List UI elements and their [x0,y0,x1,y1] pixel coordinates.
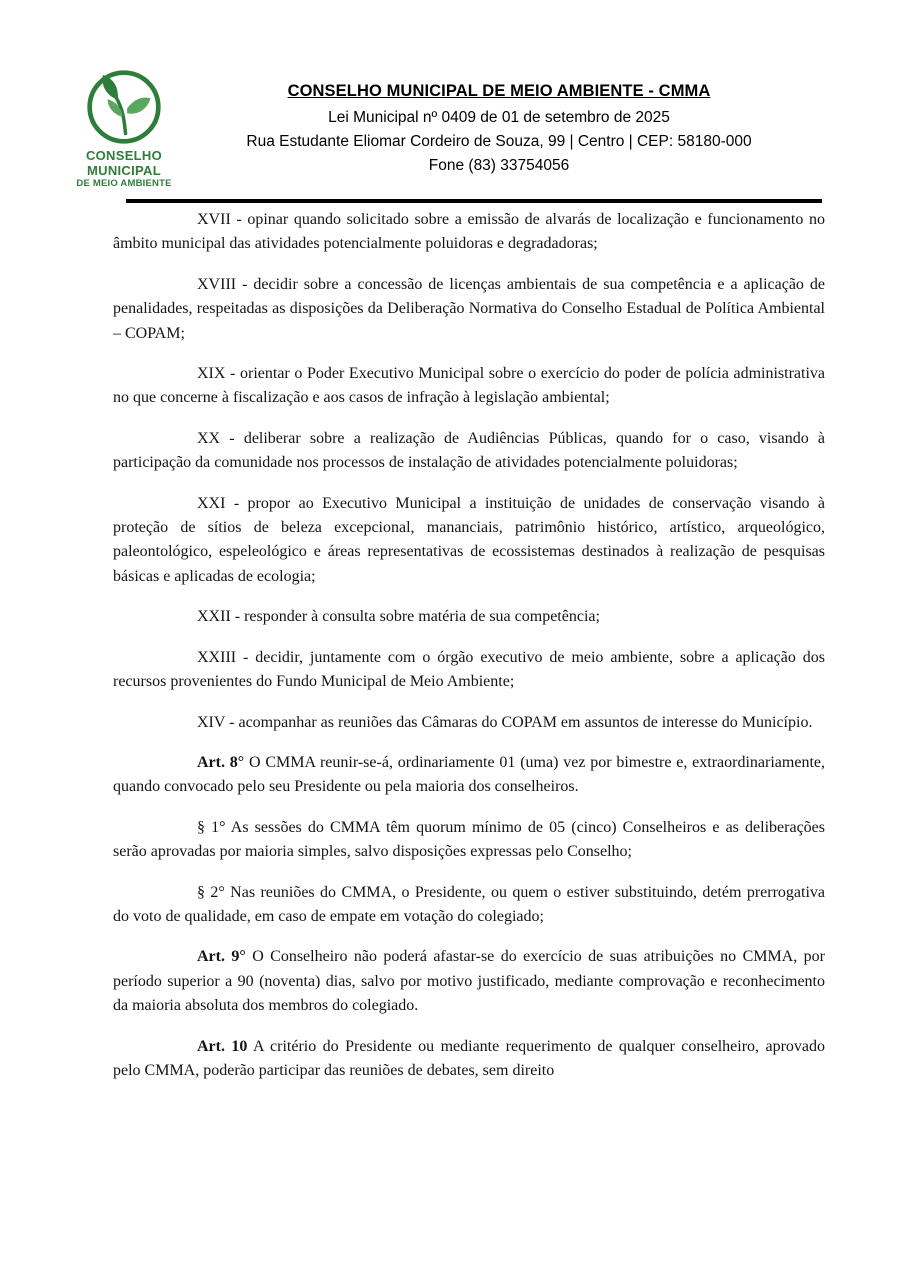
paragraph-text: A critério do Presidente ou mediante requerimento de qualquer conselheiro, aprovado pelo CMMA, poderão participar das reuniões de debates, sem direito [113,1037,826,1079]
paragraph [113,711,825,735]
paragraph [113,362,825,411]
paragraph-text: XVIII - decidir sobre a concessão de licenças ambientais de sua competência e a aplicação de penalidades, respeitadas as disposições da Deliberação Normativa do Conselho Estadual de Política Ambiental – COPAM; [113,275,825,342]
paragraph-text: XIV - acompanhar as reuniões das Câmaras do COPAM em assuntos de interesse do Município. [197,713,813,731]
paragraph-text: XXIII - decidir, juntamente com o órgão executivo de meio ambiente, sobre a aplicação dos recursos provenientes do Fundo Municipal de Meio Ambiente; [113,648,825,691]
paragraph-text: XXI - propor ao Executivo Municipal a instituição de unidades de conservação visando à proteção de sítios de beleza excepcional, mananciais, patrimônio histórico, artístico, arqueológico, paleontológico, espeleológico e áreas representativas de ecossistemas destinados à realização de pesquisas básicas e aplicadas de ecologia; [113,494,825,585]
paragraph [113,492,825,590]
paragraph [113,945,825,1018]
document-body [113,208,825,1099]
paragraph-lead: Art. 9° [197,948,246,966]
paragraph [113,881,825,930]
header-phone-line: Fone (83) 33754056 [428,157,570,174]
paragraph [113,751,825,800]
document-header [172,82,826,178]
paragraph [113,816,825,865]
paragraph-lead: Art. 10 [197,1037,248,1055]
logo-line-1: CONSELHO [85,148,163,163]
header-divider [126,199,822,203]
paragraph [113,427,825,476]
paragraph-text: XVII - opinar quando solicitado sobre a emissão de alvarás de localização e funcionamento no âmbito municipal das atividades potencialmente poluidoras e degradadoras; [113,211,825,253]
document-title: CONSELHO MUNICIPAL DE MEIO AMBIENTE - CMMA [287,82,711,100]
paragraph [113,1035,825,1084]
logo-text [70,148,178,190]
paragraph [113,273,825,346]
logo-line-3: DE MEIO AMBIENTE [76,178,172,189]
paragraph-text: § 1° As sessões do CMMA têm quorum mínimo de 05 (cinco) Conselheiros e as deliberações serão aprovadas por maioria simples, salvo disposições expressas pelo Conselho; [113,818,825,861]
header-law-line: Lei Municipal nº 0409 de 01 de setembro de 2025 [328,109,670,126]
paragraph-text: O CMMA reunir-se-á, ordinariamente 01 (uma) vez por bimestre e, extraordinariamente, quando convocado pelo seu Presidente ou pela maioria dos conselheiros. [113,753,825,796]
paragraph-text: § 2° Nas reuniões do CMMA, o Presidente, ou quem o estiver substituindo, detém prerrogativa do voto de qualidade, em caso de empate em votação do colegiado; [113,883,825,925]
paragraph-text: XX - deliberar sobre a realização de Audiências Públicas, quando for o caso, visando à participação da comunidade nos processos de instalação de atividades potencialmente poluidoras; [113,429,825,472]
leaf-logo-icon [85,68,163,146]
paragraph-lead: Art. 8° [197,753,245,771]
header-address-line: Rua Estudante Eliomar Cordeiro de Souza, 99 | Centro | CEP: 58180-000 [246,133,752,150]
logo [70,68,178,190]
paragraph-text: XIX - orientar o Poder Executivo Municipal sobre o exercício do poder de polícia administrativa no que concerne à fiscalização e aos casos de infração à legislação ambiental; [113,365,825,407]
paragraph [113,208,825,257]
paragraph-text: O Conselheiro não poderá afastar-se do exercício de suas atribuições no CMMA, por período superior a 90 (noventa) dias, salvo por motivo justificado, mediante comprovação e reconhecimento da maioria absoluta dos membros do colegiado. [113,948,825,1015]
logo-line-2: MUNICIPAL [87,163,161,178]
paragraph [113,605,825,629]
paragraph [113,646,825,695]
paragraph-text: XXII - responder à consulta sobre matéria de sua competência; [197,608,600,626]
